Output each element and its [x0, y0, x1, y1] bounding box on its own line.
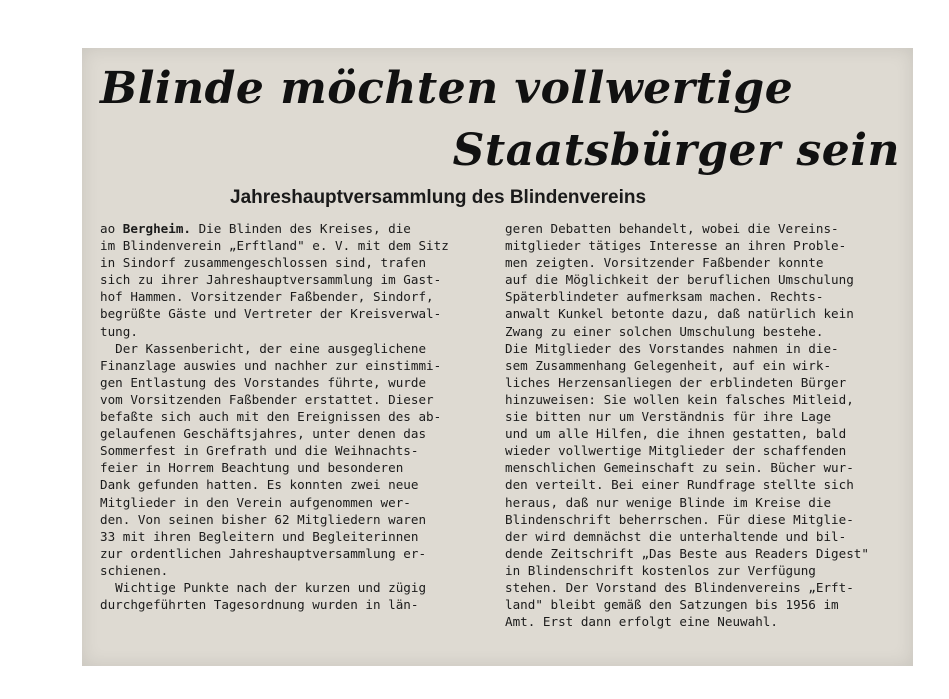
article-line: Amt. Erst dann erfolgt eine Neuwahl.: [505, 614, 778, 630]
headline: [100, 58, 900, 186]
article-line: anwalt Kunkel betonte dazu, daß natürlich kein: [505, 306, 854, 322]
article-line: auf die Möglichkeit der beruflichen Umschulung: [505, 272, 854, 288]
article-line: hinzuweisen: Sie wollen kein falsches Mitleid,: [505, 391, 854, 407]
article-line: wieder vollwertige Mitglieder der schaffenden: [505, 443, 847, 459]
subheadline: Jahreshauptversammlung des Blindenvereins: [230, 187, 647, 208]
article-line: Dank gefunden hatten. Es konnten zwei neue: [100, 477, 419, 493]
article-line: mitglieder tätiges Interesse an ihren Proble-: [505, 238, 847, 254]
article-line: Mitglieder in den Verein aufgenommen wer-: [100, 494, 411, 510]
article-line: geren Debatten behandelt, wobei die Vereins-: [505, 221, 839, 236]
dateline-place: Bergheim.: [122, 221, 191, 236]
article-line: im Blindenverein „Erftland" e. V. mit dem Sitz: [100, 238, 449, 254]
article-line: Blindenschrift beherrschen. Für diese Mitglie-: [505, 511, 854, 527]
article-line: zur ordentlichen Jahreshauptversammlung er-: [100, 545, 427, 561]
article-line: sich zu ihrer Jahreshauptversammlung im Gast-: [100, 272, 442, 288]
article-line: Späterblindeter aufmerksam machen. Rechts-: [505, 289, 824, 305]
article-line: menschlichen Gemeinschaft zu sein. Bücher wur-: [505, 460, 854, 476]
article-line: den verteilt. Bei einer Rundfrage stellte sich: [505, 477, 854, 493]
article-line: tung.: [100, 323, 138, 339]
article-line: vom Vorsitzenden Faßbender erstattet. Dieser: [100, 391, 434, 407]
article-line: in Sindorf zusammengeschlossen sind, trafen: [100, 255, 427, 271]
newspaper-clipping: [82, 48, 913, 666]
article-line: gelaufenen Geschäftsjahres, unter denen das: [100, 426, 427, 442]
article-line: und um alle Hilfen, die ihnen gestatten, bald: [505, 426, 847, 442]
headline-line-2: Staatsbürger sein: [452, 125, 900, 176]
article-line-text: Die Blinden des Kreises, die: [191, 221, 411, 236]
article-column-right: [505, 220, 903, 630]
article-line: liches Herzensanliegen der erblindeten Bürger: [505, 374, 847, 390]
article-line: der wird demnächst die unterhaltende und bil-: [505, 528, 847, 544]
article-line: Sommerfest in Grefrath und die Weihnachts-: [100, 443, 419, 459]
article-line: 33 mit ihren Begleitern und Begleiterinnen: [100, 528, 419, 544]
article-line: men zeigten. Vorsitzender Faßbender konnte: [505, 255, 824, 271]
article-line: stehen. Der Vorstand des Blindenvereins „Erft-: [505, 579, 854, 595]
article-line: land" bleibt gemäß den Satzungen bis 1956 im: [505, 597, 839, 613]
article-line: durchgeführten Tagesordnung wurden in län-: [100, 597, 419, 613]
article-line: heraus, daß nur wenige Blinde im Kreise die: [505, 494, 832, 510]
article-line: gen Entlastung des Vorstandes führte, wurde: [100, 374, 427, 390]
article-line: feier in Horrem Beachtung und besonderen: [100, 460, 404, 476]
article-line: sem Zusammenhang Gelegenheit, auf ein wirk-: [505, 357, 832, 373]
article-line: Der Kassenbericht, der eine ausgeglichene: [100, 340, 427, 356]
article-column-left: [100, 220, 490, 613]
dateline-prefix: ao: [100, 221, 123, 236]
article-line: befaßte sich auch mit den Ereignissen des ab-: [100, 409, 442, 425]
article-line: sie bitten nur um Verständnis für ihre Lage: [505, 409, 832, 425]
article-line: in Blindenschrift kostenlos zur Verfügung: [505, 562, 816, 578]
article-line: Die Mitglieder des Vorstandes nahmen in die-: [505, 340, 839, 356]
article-line: schienen.: [100, 562, 169, 578]
article-line: Finanzlage auswies und nachher zur einstimmi-: [100, 357, 442, 373]
article-line: begrüßte Gäste und Vertreter der Kreisverwal-: [100, 306, 442, 322]
article-line: Zwang zu einer solchen Umschulung bestehe.: [505, 323, 824, 339]
article-line: Wichtige Punkte nach der kurzen und zügig: [100, 579, 427, 595]
article-line: [100, 220, 490, 237]
article-line: den. Von seinen bisher 62 Mitgliedern waren: [100, 511, 427, 527]
headline-line-1: Blinde möchten vollwertige: [100, 63, 794, 114]
article-line: hof Hammen. Vorsitzender Faßbender, Sindorf,: [100, 289, 434, 305]
article-line: dende Zeitschrift „Das Beste aus Readers Digest": [505, 545, 869, 561]
